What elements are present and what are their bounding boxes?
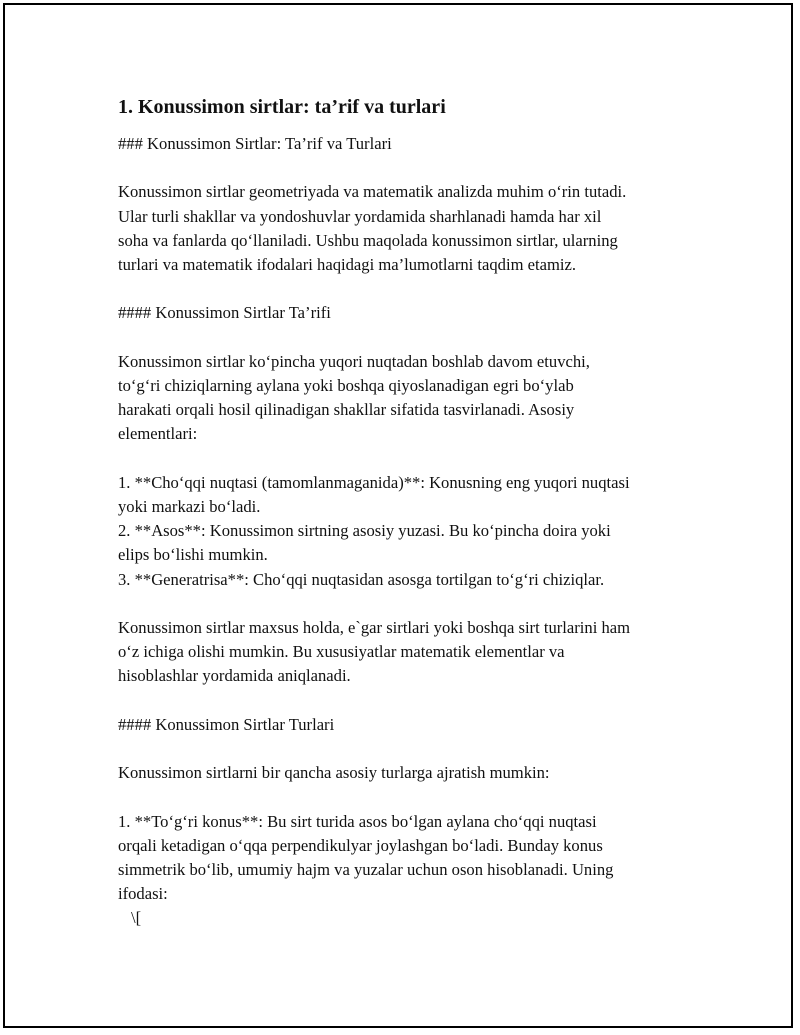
- paragraph-line: Konussimon sirtlar ko‘pincha yuqori nuqtadan boshlab davom etuvchi,: [118, 351, 590, 371]
- paragraph-line: to‘g‘ri chiziqlarning aylana yoki boshqa qiyoslanadigan egri bo‘ylab: [118, 375, 574, 395]
- paragraph-line: hisoblashlar yordamida aniqlanadi.: [118, 666, 351, 686]
- paragraph-line: o‘z ichiga olishi mumkin. Bu xususiyatlar matematik elementlar va: [118, 642, 565, 662]
- heading-4-definition: #### Konussimon Sirtlar Ta’rifi: [118, 303, 331, 323]
- heading-4-types: #### Konussimon Sirtlar Turlari: [118, 714, 335, 734]
- document-body: [118, 93, 693, 931]
- formula-start: \[: [131, 908, 142, 928]
- paragraph-line: harakati orqali hosil qilinadigan shakllar sifatida tasvirlanadi. Asosiy: [118, 400, 575, 420]
- paragraph-line: Konussimon sirtlar geometriyada va matematik analizda muhim o‘rin tutadi.: [118, 182, 627, 202]
- blank-line: [118, 592, 693, 616]
- special-paragraph: [118, 616, 693, 689]
- types-intro: Konussimon sirtlarni bir qancha asosiy turlarga ajratish mumkin:: [118, 763, 550, 783]
- blank-line: [118, 326, 693, 350]
- blank-line: [118, 447, 693, 471]
- list-item: ifodasi:: [118, 884, 168, 904]
- blank-line: [118, 737, 693, 761]
- list-item: simmetrik bo‘lib, umumiy hajm va yuzalar uchun oson hisoblanadi. Uning: [118, 859, 614, 879]
- paragraph-line: Ular turli shakllar va yondoshuvlar yordamida sharhlanadi hamda har xil: [118, 206, 602, 226]
- elements-list: [118, 471, 693, 592]
- blank-line: [118, 689, 693, 713]
- types-list: [118, 810, 693, 907]
- list-item: 2. **Asos**: Konussimon sirtning asosiy yuzasi. Bu ko‘pincha doira yoki: [118, 521, 611, 541]
- blank-line: [118, 785, 693, 809]
- list-item: 3. **Generatrisa**: Cho‘qqi nuqtasidan asosga tortilgan to‘g‘ri chiziqlar.: [118, 569, 605, 589]
- paragraph-line: Konussimon sirtlar maxsus holda, e`gar sirtlari yoki boshqa sirt turlarini ham: [118, 617, 631, 637]
- paragraph-line: elementlari:: [118, 424, 198, 444]
- blank-line: [118, 277, 693, 301]
- paragraph-line: turlari va matematik ifodalari haqidagi ma’lumotlarni taqdim etamiz.: [118, 255, 577, 274]
- document-title: 1. Konussimon sirtlar: ta’rif va turlari: [118, 96, 446, 118]
- blank-line: [118, 156, 693, 180]
- list-item: 1. **Cho‘qqi nuqtasi (tamomlanmaganida)**: Konusning eng yuqori nuqtasi: [118, 472, 630, 492]
- definition-paragraph: [118, 350, 693, 447]
- list-item: orqali ketadigan o‘qqa perpendikulyar joylashgan bo‘ladi. Bunday konus: [118, 835, 603, 855]
- list-item: yoki markazi bo‘ladi.: [118, 496, 261, 516]
- list-item: 1. **To‘g‘ri konus**: Bu sirt turida asos bo‘lgan aylana cho‘qqi nuqtasi: [118, 811, 597, 831]
- intro-paragraph: [118, 180, 693, 277]
- list-item: elips bo‘lishi mumkin.: [118, 545, 268, 565]
- paragraph-line: soha va fanlarda qo‘llaniladi. Ushbu maqolada konussimon sirtlar, ularning: [118, 230, 618, 250]
- heading-3: ### Konussimon Sirtlar: Ta’rif va Turlari: [118, 134, 392, 153]
